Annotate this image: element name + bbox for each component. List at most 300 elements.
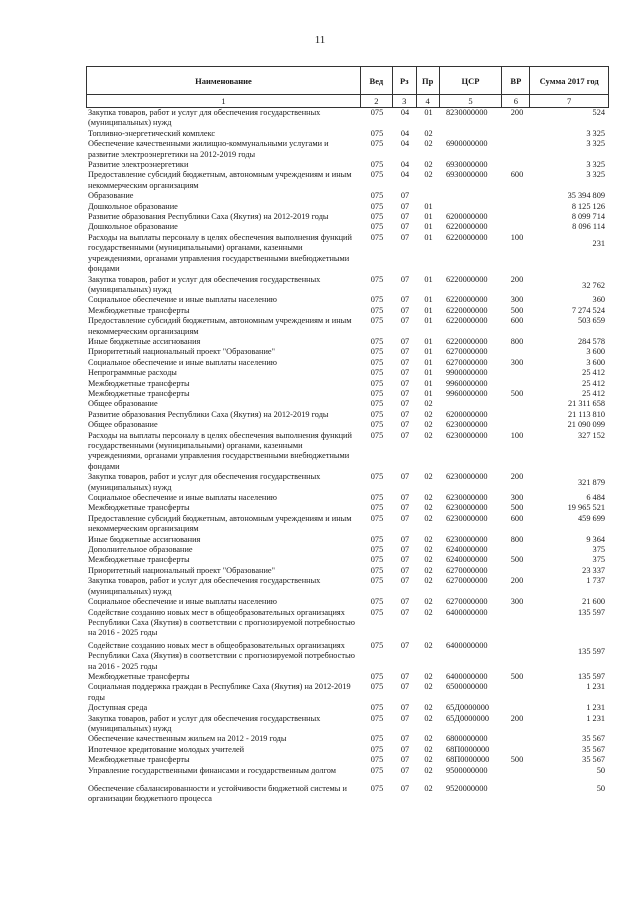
table-row: [86, 275, 609, 296]
row-ved: 075: [370, 784, 384, 793]
row-pr: 02: [424, 555, 433, 565]
table-row: [86, 233, 609, 275]
row-sum: 21 113 810: [567, 409, 605, 419]
row-csr: 6220000000: [446, 316, 488, 326]
row-vr: 500: [510, 305, 524, 315]
row-ved: 075: [370, 170, 384, 180]
table-row: [86, 745, 609, 755]
row-sum: 360: [592, 295, 605, 305]
row-vr: [503, 608, 531, 639]
table-header: [86, 66, 609, 95]
row-rz: 07: [400, 357, 410, 367]
row-name: Закупка товаров, работ и услуг для обеспечения государственных (муниципальных) нужд: [88, 576, 321, 596]
row-pr: 01: [424, 368, 433, 378]
row-csr: 6930000000: [446, 160, 488, 170]
row-vr: 300: [510, 295, 524, 305]
row-sum: 19 965 521: [567, 503, 605, 513]
row-ved: 075: [370, 682, 384, 692]
row-vr: [503, 222, 531, 232]
row-rz: 07: [400, 703, 410, 713]
row-ved: 075: [370, 347, 384, 357]
row-rz: 07: [400, 671, 410, 681]
row-sum: 23 337: [582, 565, 605, 575]
row-name: Управление государственными финансами и государственным долгом: [88, 765, 336, 775]
row-sum: 21 600: [582, 597, 605, 607]
row-sum: 1 231: [586, 682, 605, 692]
row-ved: 075: [370, 399, 384, 409]
row-pr: 02: [424, 755, 433, 765]
table-row: [86, 608, 609, 639]
row-name: Топливно-энергетический комплекс: [88, 128, 216, 138]
row-ved: 075: [370, 160, 384, 170]
table-row: [86, 597, 609, 607]
row-vr: 600: [510, 513, 524, 523]
row-vr: 500: [510, 671, 524, 681]
row-name: Социальное обеспечение и иные выплаты населению: [88, 357, 277, 367]
row-csr: 6200000000: [446, 212, 488, 222]
row-name: Межбюджетные трансферты: [88, 555, 190, 565]
row-csr: 68П0000000: [446, 744, 490, 754]
table-row: [86, 202, 609, 212]
row-csr: 6230000000: [446, 513, 488, 523]
header-vr: ВР: [502, 67, 530, 94]
row-ved: 075: [370, 703, 384, 713]
row-csr: 6200000000: [446, 409, 488, 419]
row-vr: [503, 160, 531, 170]
row-csr: 6230000000: [446, 430, 488, 440]
row-pr: 01: [424, 316, 433, 326]
row-sum: 1 231: [586, 703, 605, 713]
row-vr: [503, 766, 531, 776]
row-pr: 02: [424, 744, 433, 754]
row-vr: 200: [510, 274, 524, 284]
row-name: Приоритетный национальный проект "Образование": [88, 347, 275, 357]
row-pr: 02: [424, 472, 433, 482]
table-row: [86, 672, 609, 682]
table-row: [86, 160, 609, 170]
row-name: Межбюджетные трансферты: [88, 378, 190, 388]
row-sum: 32 762: [582, 280, 605, 290]
row-vr: 200: [510, 108, 524, 117]
row-name: Предоставление субсидий бюджетным, автономным учреждениям и иным некоммерческим организациям: [88, 513, 352, 534]
row-vr: 600: [510, 316, 524, 326]
row-ved: 075: [370, 274, 384, 284]
row-csr: 6220000000: [446, 232, 488, 242]
row-sum: 231: [592, 238, 605, 248]
row-name: Социальное обеспечение и иные выплаты населению: [88, 493, 277, 503]
row-rz: 07: [400, 316, 410, 326]
row-sum: 8 125 126: [571, 201, 605, 211]
table-row: [86, 535, 609, 545]
row-sum: 284 578: [578, 336, 605, 346]
row-vr: 500: [510, 388, 524, 398]
row-ved: 075: [370, 201, 384, 211]
column-number: 7: [567, 96, 572, 106]
row-ved: 075: [370, 305, 384, 315]
row-csr: 9960000000: [446, 388, 488, 398]
row-pr: 02: [424, 597, 433, 607]
row-rz: 07: [400, 755, 410, 765]
table-row: [86, 755, 609, 765]
row-rz: 04: [400, 108, 410, 117]
row-csr: 6500000000: [446, 682, 488, 692]
table-row: [86, 503, 609, 513]
row-rz: 07: [400, 765, 410, 775]
row-csr: 6220000000: [446, 295, 488, 305]
row-pr: 01: [424, 295, 433, 305]
row-csr: 6230000000: [446, 472, 488, 482]
row-ved: 075: [370, 232, 384, 242]
row-vr: 200: [510, 713, 524, 723]
row-rz: 07: [400, 222, 410, 232]
row-sum: 3 600: [586, 347, 605, 357]
row-pr: 01: [424, 232, 433, 242]
row-vr: [503, 784, 531, 805]
row-name: Иные бюджетные ассигнования: [88, 534, 201, 544]
table-row: [86, 431, 609, 473]
row-name: Общее образование: [88, 399, 158, 409]
row-pr: 02: [424, 399, 433, 409]
row-pr: 01: [424, 201, 433, 211]
row-rz: 07: [400, 378, 410, 388]
column-number: 6: [502, 95, 530, 107]
row-ved: 075: [370, 534, 384, 544]
row-rz: 07: [400, 513, 410, 523]
row-vr: [503, 129, 531, 139]
column-number: 3: [393, 95, 417, 107]
header-csr: ЦСР: [440, 67, 503, 94]
row-pr: [417, 191, 440, 201]
row-rz: 04: [400, 170, 410, 180]
row-pr: 02: [424, 713, 433, 723]
row-csr: 6230000000: [446, 493, 488, 503]
row-ved: 075: [370, 755, 384, 765]
row-vr: 800: [510, 336, 524, 346]
row-name: Межбюджетные трансферты: [88, 388, 190, 398]
row-sum: 135 597: [578, 607, 605, 617]
table-row: [86, 399, 609, 409]
row-ved: 075: [370, 357, 384, 367]
row-pr: 01: [424, 336, 433, 346]
row-csr: 68П0000000: [446, 755, 490, 765]
row-sum: 25 412: [582, 368, 605, 378]
row-csr: 6270000000: [446, 597, 488, 607]
row-csr: 6270000000: [446, 576, 488, 586]
row-pr: 02: [424, 420, 433, 430]
page-number: 11: [314, 34, 326, 46]
row-ved: 075: [370, 430, 384, 440]
row-rz: 04: [400, 139, 410, 149]
column-number: 1: [87, 95, 361, 107]
row-ved: 075: [370, 713, 384, 723]
row-pr: 01: [424, 108, 433, 117]
row-sum: 9 364: [586, 534, 605, 544]
row-name: Ипотечное кредитование молодых учителей: [88, 744, 245, 754]
row-name: Развитие образования Республики Саха (Якутия) на 2012-2019 годы: [88, 409, 329, 419]
row-csr: 9960000000: [446, 378, 488, 388]
row-csr: 6230000000: [446, 503, 488, 513]
header-sum: Сумма 2017 год: [539, 75, 599, 86]
row-vr: [503, 420, 531, 430]
row-rz: 07: [400, 565, 410, 575]
row-vr: 300: [510, 597, 524, 607]
row-name: Непрограммные расходы: [88, 368, 177, 378]
row-sum: 7 274 524: [571, 305, 605, 315]
row-sum: 35 567: [582, 755, 605, 765]
table-row: [86, 347, 609, 357]
row-ved: 075: [370, 409, 384, 419]
row-name: Закупка товаров, работ и услуг для обеспечения государственных (муниципальных) нужд: [88, 713, 321, 733]
row-name: Предоставление субсидий бюджетным, автономным учреждениям и иным некоммерческим организациям: [88, 170, 352, 190]
row-sum: 21 311 658: [567, 399, 605, 409]
row-rz: 07: [400, 713, 410, 723]
row-vr: 500: [510, 555, 524, 565]
row-csr: 9520000000: [446, 784, 488, 793]
table-row: [86, 358, 609, 368]
row-ved: 075: [370, 108, 384, 117]
row-sum: 6 484: [586, 493, 605, 503]
table-row: [86, 191, 609, 201]
row-sum: 35 567: [582, 734, 605, 744]
row-vr: 500: [510, 755, 524, 765]
row-csr: [440, 399, 503, 409]
row-sum: 25 412: [582, 388, 605, 398]
row-pr: 02: [424, 160, 433, 170]
table-row: [86, 545, 609, 555]
row-rz: 07: [400, 744, 410, 754]
row-pr: 01: [424, 378, 433, 388]
row-csr: 6220000000: [446, 336, 488, 346]
row-vr: 200: [510, 576, 524, 586]
row-vr: [503, 139, 531, 160]
table-row: [86, 139, 609, 160]
row-name: Содействие созданию новых мест в общеобразовательных организациях Республики Саха (Якутия) в соответствии с прогнозируемой потребностью на 2016 - 2025 годы: [88, 640, 355, 671]
row-csr: 6230000000: [446, 420, 488, 430]
row-sum: 1 231: [586, 713, 605, 723]
row-name: Социальное обеспечение и иные выплаты населению: [88, 597, 277, 607]
column-number: 4: [417, 95, 440, 107]
row-ved: 075: [370, 191, 384, 201]
row-name: Содействие созданию новых мест в общеобразовательных организациях Республики Саха (Якутия) в соответствии с прогнозируемой потребностью на 2016 - 2025 годы: [88, 607, 355, 638]
row-ved: 075: [370, 734, 384, 744]
row-rz: 07: [400, 493, 410, 503]
row-name: Социальная поддержка граждан в Республике Саха (Якутия) на 2012-2019 годы: [88, 682, 351, 702]
table-body: [86, 108, 609, 805]
row-vr: [503, 545, 531, 555]
row-sum: 3 600: [586, 357, 605, 367]
row-pr: 01: [424, 357, 433, 367]
row-pr: 02: [424, 682, 433, 692]
row-sum: 3 325: [586, 128, 605, 138]
row-ved: 075: [370, 388, 384, 398]
row-csr: 6800000000: [446, 734, 488, 744]
row-rz: 07: [400, 503, 410, 513]
row-vr: [503, 703, 531, 713]
row-rz: 07: [400, 191, 410, 201]
row-pr: 02: [424, 409, 433, 419]
row-name: Закупка товаров, работ и услуг для обеспечения государственных (муниципальных) нужд: [88, 472, 321, 492]
table-row: [86, 682, 609, 703]
row-vr: [503, 410, 531, 420]
row-sum: 135 597: [578, 646, 605, 656]
row-pr: 02: [424, 503, 433, 513]
row-vr: 500: [510, 503, 524, 513]
row-vr: 600: [510, 170, 524, 180]
row-ved: 075: [370, 503, 384, 513]
row-sum: 35 567: [582, 744, 605, 754]
row-ved: 075: [370, 765, 384, 775]
row-csr: 6220000000: [446, 274, 488, 284]
row-sum: 459 699: [578, 513, 605, 523]
row-rz: 04: [400, 160, 410, 170]
row-rz: 07: [400, 640, 410, 650]
table-row: [86, 493, 609, 503]
row-pr: 01: [424, 212, 433, 222]
row-rz: 07: [400, 472, 410, 482]
row-rz: 07: [400, 399, 410, 409]
row-name: Дополнительное образование: [88, 545, 193, 555]
row-rz: 07: [400, 420, 410, 430]
row-pr: 02: [424, 607, 433, 617]
row-csr: [440, 129, 503, 139]
row-sum: 503 659: [578, 316, 605, 326]
row-ved: 075: [370, 744, 384, 754]
row-sum: 50: [596, 784, 605, 793]
row-name: Расходы на выплаты персоналу в целях обеспечения выполнения функций государственными (муниципальными) органами, казенными учреждениями, органами управления государственными внебюджетными фондами: [88, 232, 352, 274]
row-ved: 075: [370, 493, 384, 503]
row-ved: 075: [370, 295, 384, 305]
table-row: [86, 222, 609, 232]
row-name: Межбюджетные трансферты: [88, 671, 190, 681]
row-ved: 075: [370, 597, 384, 607]
row-ved: 075: [370, 555, 384, 565]
row-csr: 6400000000: [446, 640, 488, 650]
table-row: [86, 766, 609, 776]
row-rz: 07: [400, 597, 410, 607]
row-pr: 01: [424, 274, 433, 284]
row-rz: 07: [400, 734, 410, 744]
row-rz: 07: [400, 295, 410, 305]
row-sum: 3 325: [586, 139, 605, 149]
row-sum: 375: [592, 555, 605, 565]
row-rz: 07: [400, 607, 410, 617]
row-sum: 321 879: [578, 478, 605, 488]
row-name: Обеспечение качественным жильем на 2012 - 2019 годы: [88, 734, 287, 744]
row-rz: 07: [400, 274, 410, 284]
row-ved: 075: [370, 378, 384, 388]
row-rz: 07: [400, 576, 410, 586]
row-sum: 524: [592, 108, 605, 117]
table-row: [86, 337, 609, 347]
row-pr: 02: [424, 734, 433, 744]
row-csr: [440, 202, 503, 212]
row-vr: 100: [510, 430, 524, 440]
row-pr: 01: [424, 222, 433, 232]
table-row: [86, 170, 609, 191]
header-pr: Пр: [417, 67, 440, 94]
row-ved: 075: [370, 336, 384, 346]
row-csr: 6220000000: [446, 222, 488, 232]
row-name: Межбюджетные трансферты: [88, 755, 190, 765]
row-pr: 02: [424, 513, 433, 523]
row-rz: 07: [400, 682, 410, 692]
table-row: [86, 784, 609, 805]
budget-table: [86, 66, 609, 805]
table-row: [86, 420, 609, 430]
row-vr: 100: [510, 232, 524, 242]
table-row: [86, 379, 609, 389]
row-ved: 075: [370, 671, 384, 681]
row-name: Иные бюджетные ассигнования: [88, 336, 201, 346]
row-name: Образование: [88, 191, 134, 201]
row-sum: 3 325: [586, 160, 605, 170]
table-row: [86, 514, 609, 535]
row-csr: 6240000000: [446, 555, 488, 565]
row-rz: 07: [400, 545, 410, 555]
row-pr: 02: [424, 765, 433, 775]
row-ved: 075: [370, 513, 384, 523]
row-rz: 07: [400, 409, 410, 419]
row-ved: 075: [370, 545, 384, 555]
row-sum: 50: [596, 765, 605, 775]
table-row: [86, 703, 609, 713]
row-name: Обеспечение сбалансированности и устойчивости бюджетной системы и организации бюджетного процесса: [88, 784, 347, 804]
row-pr: 02: [424, 493, 433, 503]
row-rz: 07: [400, 368, 410, 378]
table-row: [86, 714, 609, 735]
table-row: [86, 576, 609, 597]
row-csr: [440, 191, 503, 201]
row-csr: 6270000000: [446, 347, 488, 357]
row-sum: 135 597: [578, 671, 605, 681]
row-vr: [503, 368, 531, 378]
row-rz: 04: [400, 128, 410, 138]
row-pr: 02: [424, 565, 433, 575]
row-sum: 327 152: [578, 430, 605, 440]
row-rz: 07: [400, 305, 410, 315]
table-row: [86, 212, 609, 222]
row-vr: [503, 682, 531, 703]
row-pr: 02: [424, 139, 433, 149]
header-ved: Вед: [361, 67, 393, 94]
row-rz: 07: [400, 388, 410, 398]
row-ved: 075: [370, 576, 384, 586]
row-vr: 800: [510, 534, 524, 544]
row-name: Межбюджетные трансферты: [88, 305, 190, 315]
row-ved: 075: [370, 316, 384, 326]
row-vr: [503, 212, 531, 222]
row-ved: 075: [370, 565, 384, 575]
row-csr: 65Д0000000: [446, 713, 489, 723]
row-rz: 07: [400, 555, 410, 565]
header-rz: Рз: [393, 67, 417, 94]
row-sum: 8 096 114: [572, 222, 605, 232]
row-name: Обеспечение качественными жилищно-коммунальными услугами и развитие электроэнергетики на 2012-2019 годы: [88, 139, 329, 159]
row-rz: 07: [400, 232, 410, 242]
row-ved: 075: [370, 640, 384, 650]
row-rz: 07: [400, 201, 410, 211]
row-csr: 6240000000: [446, 545, 488, 555]
row-pr: 02: [424, 671, 433, 681]
row-ved: 075: [370, 212, 384, 222]
row-pr: 01: [424, 347, 433, 357]
row-vr: [503, 191, 531, 201]
row-vr: [503, 379, 531, 389]
row-ved: 075: [370, 222, 384, 232]
row-pr: 01: [424, 305, 433, 315]
row-pr: 02: [424, 170, 433, 180]
row-rz: 07: [400, 212, 410, 222]
